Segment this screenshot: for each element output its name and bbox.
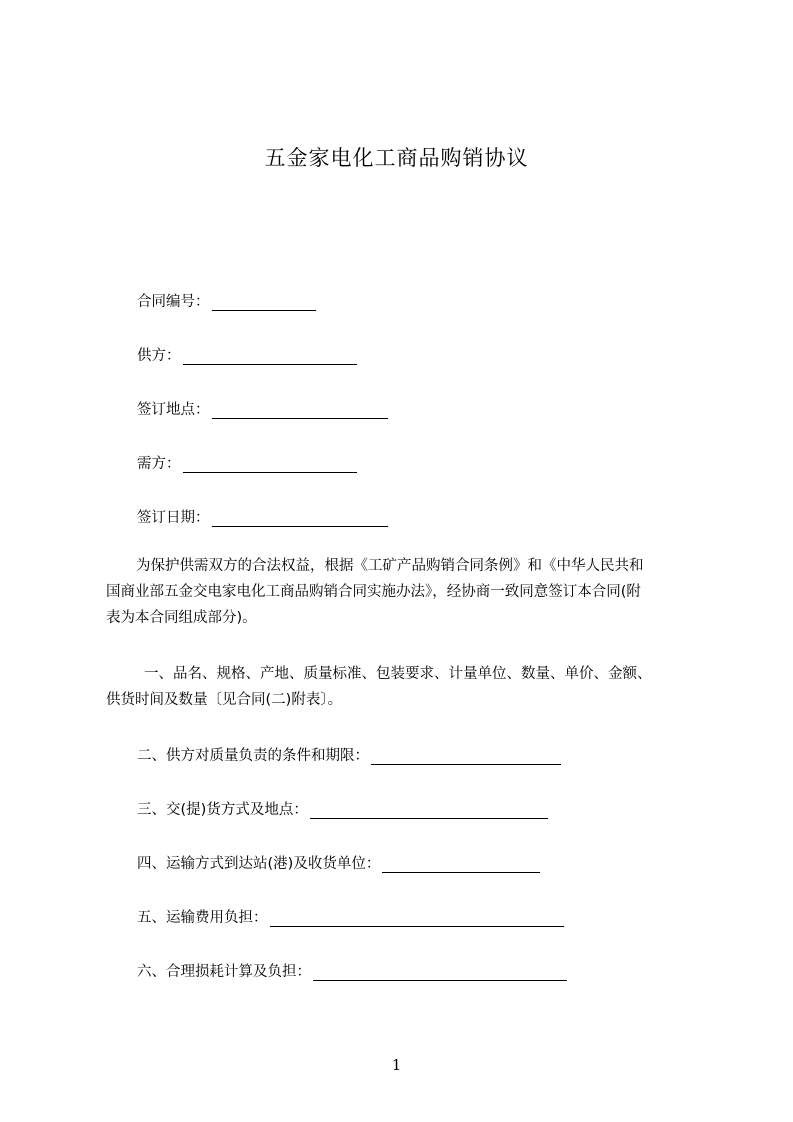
clause-4-label: 四、运输方式到达站(港)及收货单位： (137, 856, 381, 872)
clause-2-blank[interactable] (371, 748, 561, 765)
clause-5-freight (137, 906, 564, 927)
clause-1-paragraph (106, 661, 698, 713)
clause-5-label: 五、运输费用负担： (137, 910, 268, 926)
buyer-blank[interactable] (183, 456, 357, 473)
signing-date-label: 签订日期： (137, 510, 210, 526)
clause-6-label: 六、合理损耗计算及负担： (137, 964, 311, 980)
clause-4-transport (137, 852, 540, 873)
clause-5-blank[interactable] (270, 910, 564, 927)
signing-place-field (137, 398, 388, 419)
buyer-field (137, 452, 357, 473)
preamble-line: 表为本合同组成部分)。 (106, 610, 257, 626)
clause-6-losses (137, 960, 567, 981)
clause-1-line: 一、品名、规格、产地、质量标准、包装要求、计量单位、数量、单价、金额、 (144, 666, 652, 682)
preamble-line: 国商业部五金交电家电化工商品购销合同实施办法》，经协商一致同意签订本合同(附 (106, 584, 641, 600)
clause-3-delivery (137, 798, 548, 819)
contract-number-label: 合同编号： (137, 294, 210, 310)
contract-number-field (137, 290, 316, 311)
clause-1-line: 供货时间及数量〔见合同(二)附表〕。 (106, 692, 343, 708)
supplier-field (137, 344, 357, 365)
document-title: 五金家电化工商品购销协议 (264, 146, 529, 170)
clause-2-label: 二、供方对质量负责的条件和期限： (137, 748, 369, 764)
clause-4-blank[interactable] (382, 856, 540, 873)
signing-place-blank[interactable] (212, 402, 388, 419)
clause-2-quality (137, 744, 561, 765)
clause-6-blank[interactable] (313, 964, 567, 981)
signing-date-field (137, 506, 388, 527)
clause-3-label: 三、交(提)货方式及地点： (137, 802, 308, 818)
signing-place-label: 签订地点： (137, 402, 210, 418)
signing-date-blank[interactable] (212, 510, 388, 527)
clause-3-blank[interactable] (310, 802, 548, 819)
preamble-line: 为保护供需双方的合法权益，根据《工矿产品购销合同条例》和《中华人民共和 (136, 558, 644, 574)
contract-number-blank[interactable] (212, 294, 316, 311)
page-number: 1 (391, 1056, 402, 1074)
supplier-blank[interactable] (183, 348, 357, 365)
buyer-label: 需方： (137, 456, 181, 472)
supplier-label: 供方： (137, 348, 181, 364)
preamble-paragraph (106, 553, 698, 631)
